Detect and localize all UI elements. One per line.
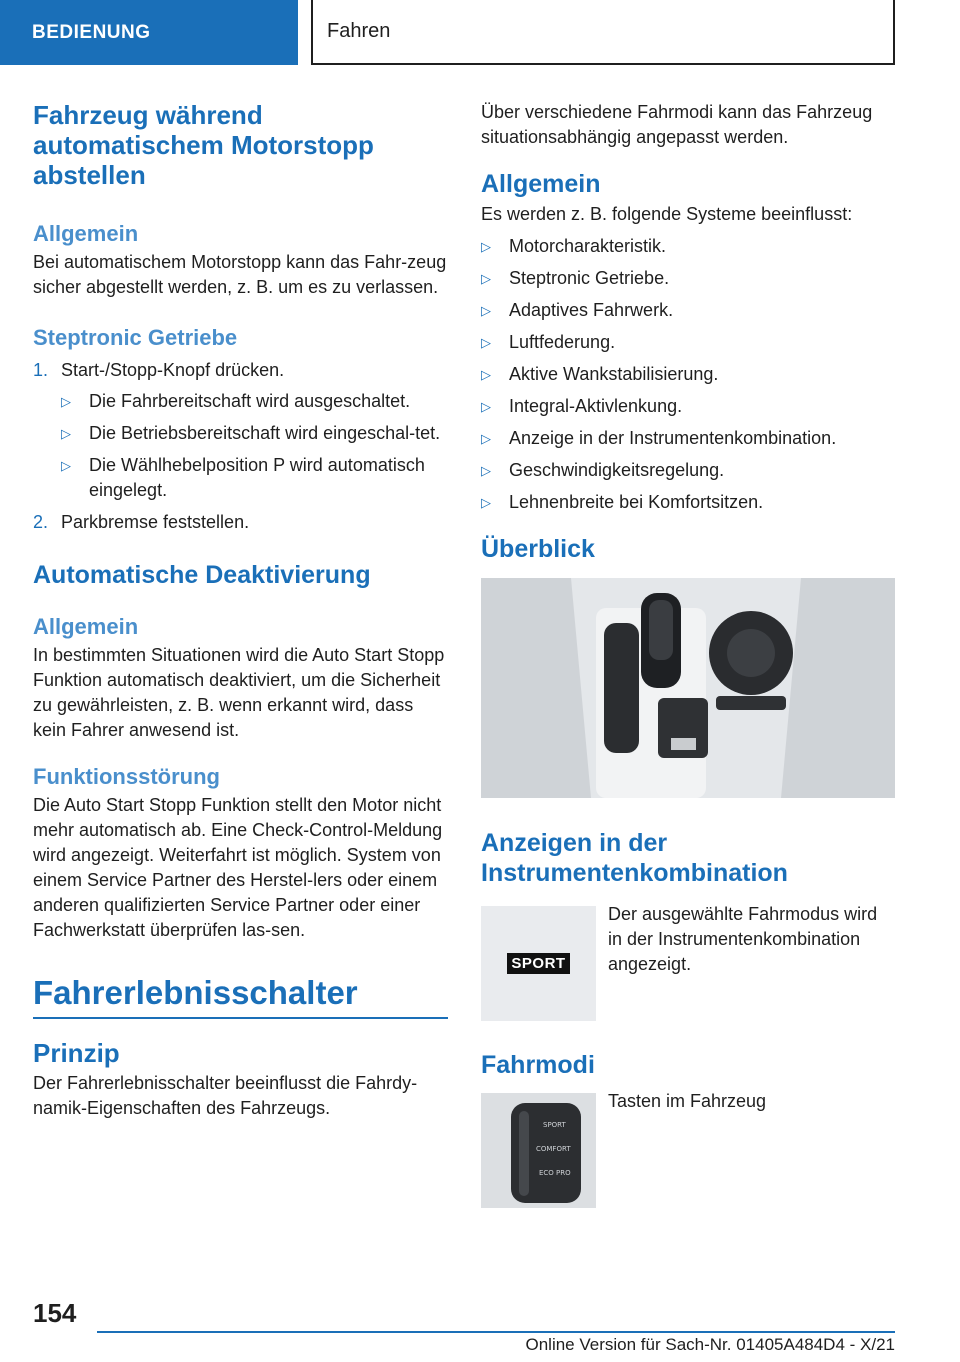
triangle-bullet-icon: ▷ — [481, 431, 491, 446]
substeps-list — [33, 389, 448, 503]
para-funktionsstoerung: Die Auto Start Stopp Funktion stellt den Motor nicht mehr automatisch ab. Eine Check-Control-Meldung wird angezeigt. Weiterfahrt ist möglich. System von einem Service Partner des Herstel-lers oder einem anderen qualifizierten Service Partner oder einer Fachwerkstatt überprüfen las-sen. — [33, 795, 443, 940]
triangle-bullet-icon: ▷ — [481, 239, 491, 254]
section-tab: BEDIENUNG — [0, 0, 298, 65]
sport-display-image — [481, 906, 596, 1021]
fahrmodi-block — [481, 1093, 895, 1208]
system-item-text: Anzeige in der Instrumentenkombination. — [509, 428, 837, 448]
heading-funktionsstoerung: Funktionsstörung — [33, 764, 220, 789]
heading-stop: Fahrzeug während automatischem Motorstopp abstellen — [33, 100, 374, 190]
substep-item — [61, 453, 448, 503]
system-item-text: Luftfederung. — [509, 332, 616, 352]
system-list-item — [481, 362, 895, 387]
para-allgemein-right: Es werden z. B. folgende Systeme beeinflusst: — [481, 204, 853, 224]
system-list-item — [481, 330, 895, 355]
sport-mode-label: SPORT — [507, 953, 569, 974]
heading-allgemein-1: Allgemein — [33, 221, 139, 246]
heading-fahrerlebnisschalter: Fahrerlebnisschalter — [33, 974, 358, 1011]
triangle-bullet-icon: ▷ — [481, 495, 491, 510]
step-item — [33, 510, 448, 535]
system-list-item — [481, 426, 895, 451]
para-fahrmodi: Tasten im Fahrzeug — [608, 1091, 767, 1111]
heading-allgemein-2: Allgemein — [33, 614, 139, 639]
triangle-bullet-icon: ▷ — [481, 463, 491, 478]
system-list-item — [481, 394, 895, 419]
heading-allgemein-right: Allgemein — [481, 170, 601, 198]
steps-list — [33, 358, 448, 535]
step-text: Parkbremse feststellen. — [61, 512, 250, 532]
para-allgemein-2: In bestimmten Situationen wird die Auto Start Stopp Funktion automatisch deaktiviert, um die Sicherheit zu gewährleisten, z. B. wenn erkannt wird, dass kein Fahrer anwesend ist. — [33, 645, 445, 740]
system-item-text: Adaptives Fahrwerk. — [509, 300, 674, 320]
heading-anzeigen: Anzeigen in der Instrumentenkombination — [481, 829, 788, 887]
heading-fahrmodi: Fahrmodi — [481, 1051, 595, 1079]
footer-text: Online Version für Sach-Nr. 01405A484D4 - X/21 — [525, 1335, 895, 1354]
system-list-item — [481, 458, 895, 483]
substep-item — [61, 389, 448, 414]
heading-rule — [33, 1017, 448, 1019]
triangle-bullet-icon: ▷ — [61, 394, 71, 409]
triangle-bullet-icon: ▷ — [481, 335, 491, 350]
step-number: 2. — [33, 512, 49, 532]
anzeigen-block — [481, 906, 895, 1021]
system-list-item — [481, 490, 895, 515]
heading-steptronic: Steptronic Getriebe — [33, 325, 238, 350]
triangle-bullet-icon: ▷ — [61, 458, 71, 473]
system-item-text: Lehnenbreite bei Komfortsitzen. — [509, 492, 764, 512]
system-item-text: Integral-Aktivlenkung. — [509, 396, 683, 416]
heading-deaktivierung: Automatische Deaktivierung — [33, 561, 371, 589]
step-text: Start-/Stopp-Knopf drücken. — [61, 360, 285, 380]
right-column — [481, 100, 895, 1208]
chapter-title: Fahren — [311, 0, 895, 65]
console-illustration — [481, 578, 895, 798]
para-allgemein-1: Bei automatischem Motorstopp kann das Fahr-zeug sicher abgestellt werden, z. B. um es zu verlassen. — [33, 252, 447, 297]
button-label-comfort: COMFORT — [536, 1145, 571, 1153]
heading-prinzip: Prinzip — [33, 1038, 120, 1068]
system-item-text: Aktive Wankstabilisierung. — [509, 364, 719, 384]
triangle-bullet-icon: ▷ — [481, 303, 491, 318]
system-list-item — [481, 234, 895, 259]
substep-text: Die Betriebsbereitschaft wird eingeschal-tet. — [89, 423, 441, 443]
page-number: 154 — [33, 1298, 77, 1328]
mode-buttons-image — [481, 1093, 596, 1208]
button-label-sport: SPORT — [543, 1121, 566, 1129]
step-item — [33, 358, 448, 383]
system-list-item — [481, 298, 895, 323]
triangle-bullet-icon: ▷ — [481, 367, 491, 382]
button-label-eco-pro: ECO PRO — [539, 1169, 571, 1177]
substep-item — [61, 421, 448, 446]
footer-rule — [97, 1331, 895, 1333]
system-item-text: Motorcharakteristik. — [509, 236, 667, 256]
triangle-bullet-icon: ▷ — [481, 271, 491, 286]
system-list-item — [481, 266, 895, 291]
system-item-text: Steptronic Getriebe. — [509, 268, 670, 288]
triangle-bullet-icon: ▷ — [481, 399, 491, 414]
para-prinzip: Der Fahrerlebnisschalter beeinflusst die Fahrdy-namik-Eigenschaften des Fahrzeugs. — [33, 1073, 418, 1118]
left-column — [33, 100, 448, 1121]
para-intro: Über verschiedene Fahrmodi kann das Fahrzeug situationsabhängig angepasst werden. — [481, 102, 873, 147]
substep-text: Die Fahrbereitschaft wird ausgeschaltet. — [89, 391, 411, 411]
mode-buttons-illustration — [481, 1093, 596, 1208]
heading-ueberblick: Überblick — [481, 535, 595, 563]
systems-list — [481, 234, 895, 515]
step-number: 1. — [33, 360, 49, 380]
para-anzeigen: Der ausgewählte Fahrmodus wird in der Instrumentenkombination angezeigt. — [608, 904, 878, 974]
console-photo — [481, 578, 895, 798]
system-item-text: Geschwindigkeitsregelung. — [509, 460, 725, 480]
triangle-bullet-icon: ▷ — [61, 426, 71, 441]
substep-text: Die Wählhebelposition P wird automatisch eingelegt. — [89, 455, 425, 500]
